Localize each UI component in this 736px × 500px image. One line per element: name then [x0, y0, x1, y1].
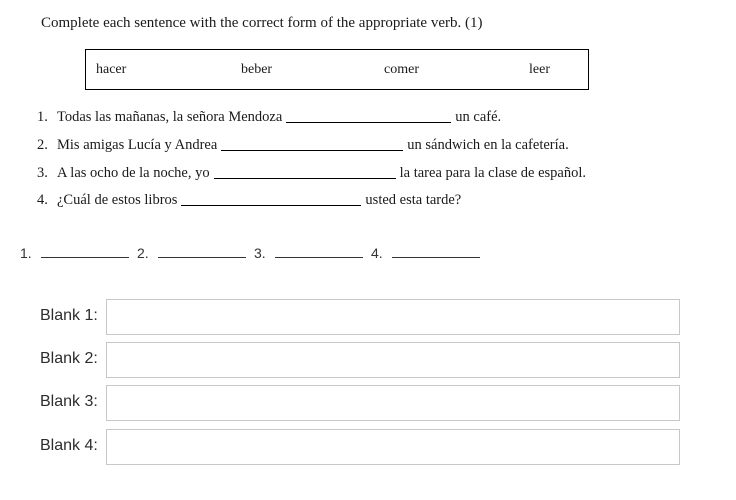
answer-blank-1	[20, 245, 129, 261]
word-bank	[85, 49, 589, 90]
answer-blank-label: 1.	[20, 245, 32, 261]
answer-blank-3	[254, 245, 363, 261]
blank-2-input[interactable]	[106, 342, 680, 378]
blank-3-input[interactable]	[106, 385, 680, 421]
answer-blank-line	[158, 245, 246, 258]
blank-1-label: Blank 1:	[40, 307, 98, 324]
sentence-number: 2.	[37, 137, 48, 153]
blank-1-row	[40, 299, 681, 335]
blank-4-row	[40, 429, 681, 465]
sentence-blank-line	[221, 137, 403, 151]
word-bank-item: comer	[384, 62, 419, 77]
word-bank-item: hacer	[96, 62, 127, 77]
answer-blank-label: 3.	[254, 245, 266, 261]
sentence-blank-line	[181, 192, 361, 206]
word-bank-item: beber	[241, 62, 273, 77]
answer-blank-line	[275, 245, 363, 258]
sentence-number: 4.	[37, 192, 48, 208]
answer-blank-label: 4.	[371, 245, 383, 261]
sentence-text-after: un sándwich en la cafetería.	[407, 137, 569, 153]
blank-4-input[interactable]	[106, 429, 680, 465]
blank-1-input[interactable]	[106, 299, 680, 335]
word-bank-item: leer	[529, 62, 550, 77]
sentence-text-before: A las ocho de la noche, yo	[57, 165, 210, 181]
sentence-text-after: usted esta tarde?	[365, 192, 462, 208]
answer-blank-label: 2.	[137, 245, 149, 261]
blank-3-label: Blank 3:	[40, 393, 98, 410]
blank-2-label: Blank 2:	[40, 350, 98, 367]
sentence-text-after: un café.	[455, 109, 502, 125]
sentence-text-before: Todas las mañanas, la señora Mendoza	[57, 109, 283, 125]
sentence-number: 3.	[37, 165, 48, 181]
sentence-text-before: Mis amigas Lucía y Andrea	[57, 137, 218, 153]
sentence-text-before: ¿Cuál de estos libros	[57, 192, 178, 208]
answer-blank-4	[371, 245, 480, 261]
sentence-number: 1.	[37, 109, 48, 125]
instructions-text: Complete each sentence with the correct form of the appropriate verb. (1)	[41, 15, 483, 31]
sentence-blank-line	[214, 165, 396, 179]
sentence-1	[37, 109, 501, 126]
blank-2-row	[40, 342, 681, 378]
blank-4-label: Blank 4:	[40, 437, 98, 454]
sentence-3	[37, 165, 586, 182]
answer-blank-line	[392, 245, 480, 258]
blank-3-row	[40, 385, 681, 421]
answer-blank-line	[41, 245, 129, 258]
sentence-blank-line	[286, 109, 451, 123]
answer-blank-2	[137, 245, 246, 261]
sentence-text-after: la tarea para la clase de español.	[399, 165, 587, 181]
sentence-2	[37, 137, 569, 154]
sentence-4	[37, 192, 461, 209]
